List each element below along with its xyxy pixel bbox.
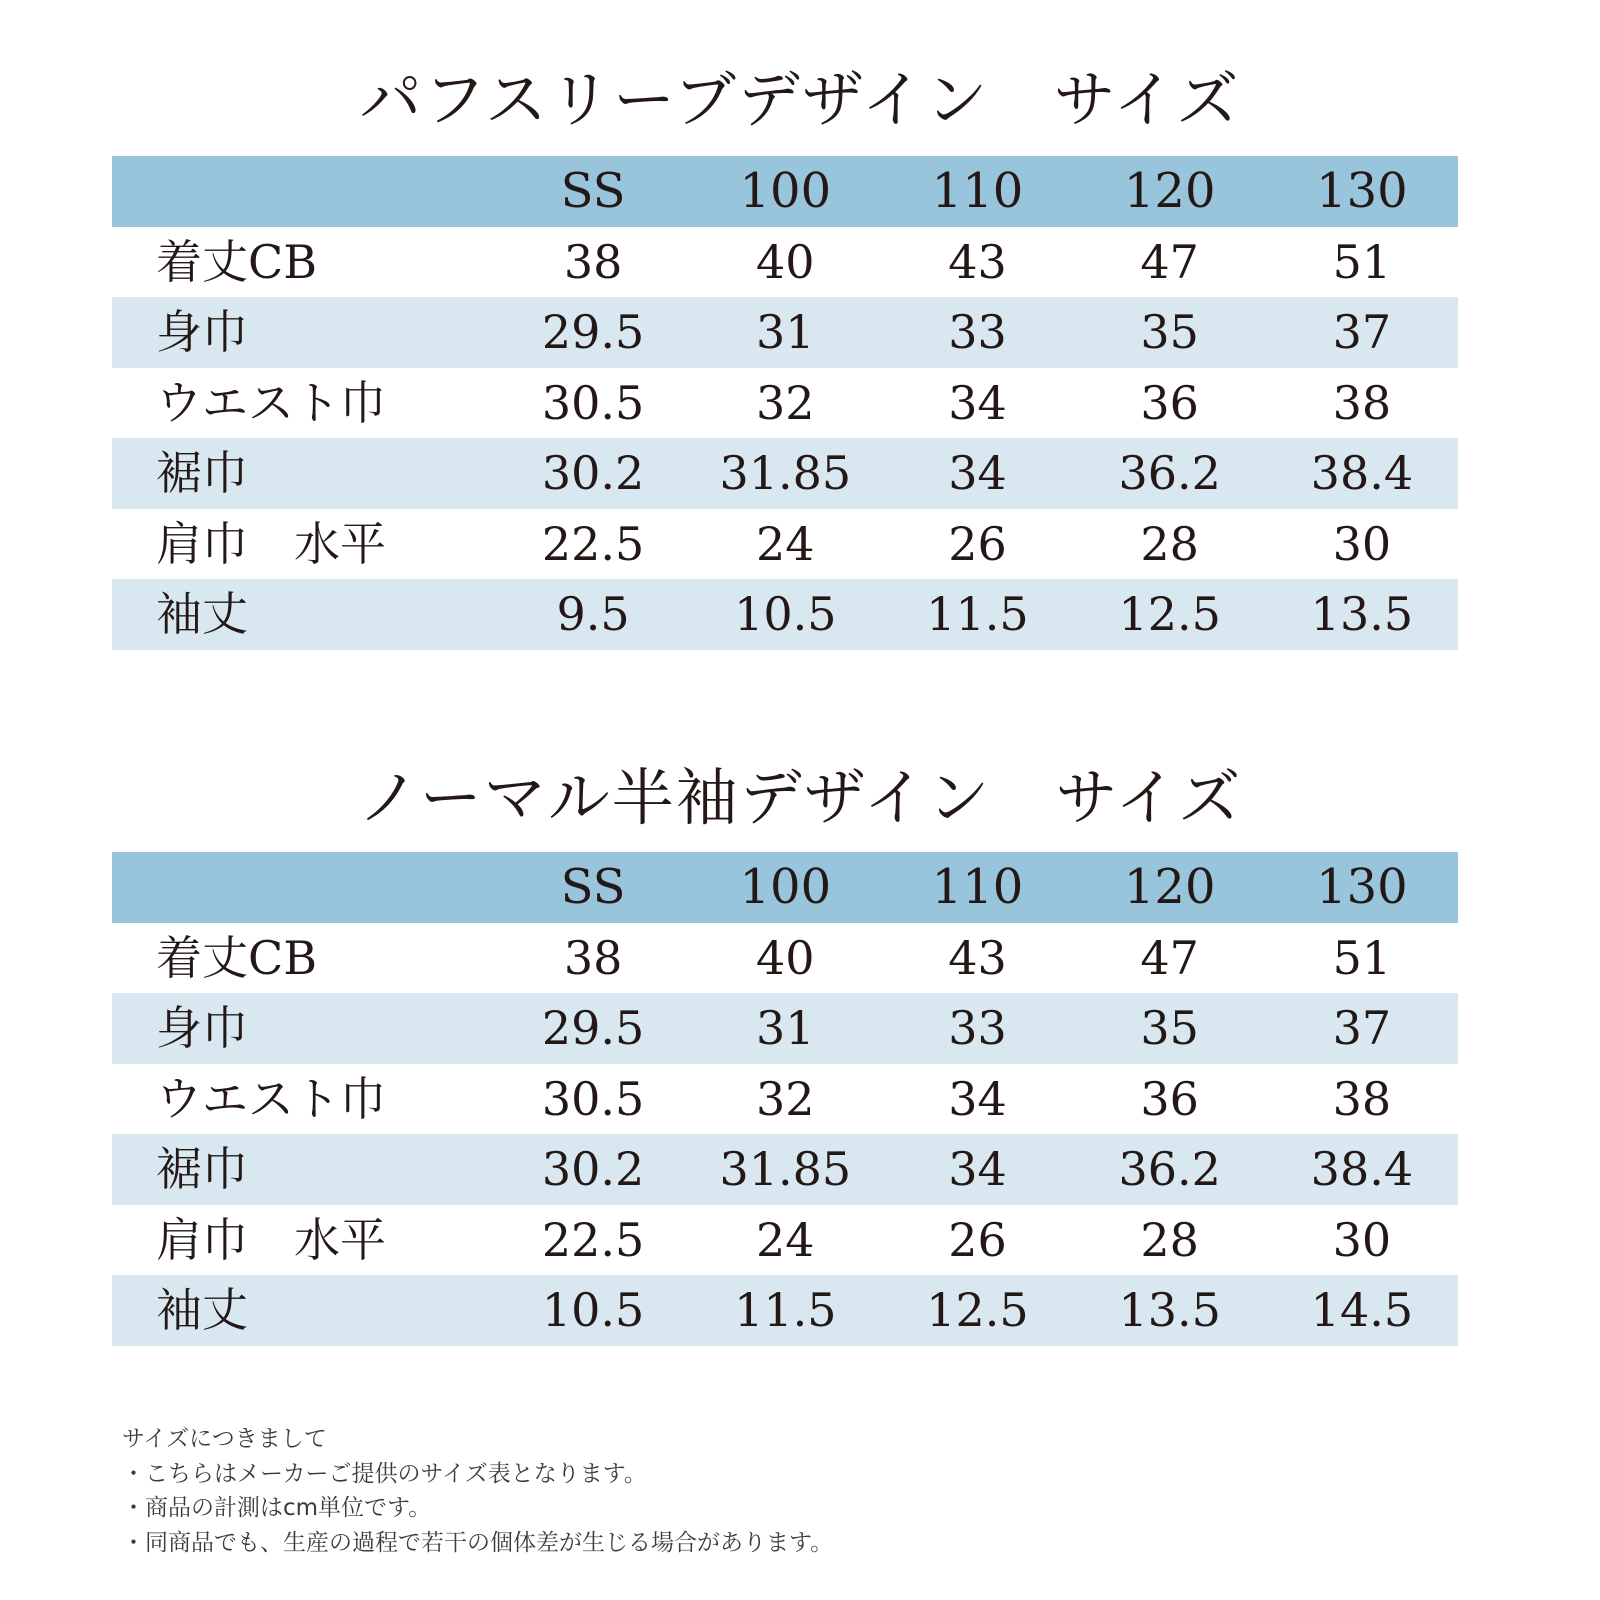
measurement-label: ウエスト巾 xyxy=(156,1071,386,1126)
measurement-value: 28 xyxy=(1140,1212,1199,1267)
table-row xyxy=(112,509,1458,580)
measurement-label: 裾巾 xyxy=(156,1142,248,1197)
measurement-value: 40 xyxy=(756,234,815,289)
measurement-value: 47 xyxy=(1140,930,1199,985)
size-header: 130 xyxy=(1316,859,1408,916)
measurement-value: 38.4 xyxy=(1310,1142,1414,1197)
measurement-value: 43 xyxy=(948,930,1007,985)
measurement-value: 28 xyxy=(1140,516,1199,571)
size-header: 120 xyxy=(1123,163,1216,220)
measurement-value: 38 xyxy=(1332,375,1392,430)
measurement-value: 34 xyxy=(948,446,1007,501)
measurement-value: 33 xyxy=(948,305,1007,360)
puff-sleeve-size-table xyxy=(112,156,1458,650)
measurement-value: 38.4 xyxy=(1310,446,1414,501)
measurement-label: 裾巾 xyxy=(156,446,248,501)
measurement-value: 31 xyxy=(756,305,815,360)
measurement-value: 30 xyxy=(1332,516,1392,571)
size-notes xyxy=(122,1422,1522,1560)
measurement-value: 11.5 xyxy=(926,587,1029,642)
size-header: 110 xyxy=(931,859,1024,916)
size-header: 120 xyxy=(1123,859,1216,916)
normal-short-sleeve-size-table xyxy=(112,852,1458,1346)
table-row xyxy=(112,297,1458,368)
table-row xyxy=(112,579,1458,650)
measurement-value: 10.5 xyxy=(734,587,837,642)
measurement-value: 14.5 xyxy=(1310,1283,1414,1338)
measurement-value: 24 xyxy=(756,1212,815,1267)
table-row xyxy=(112,923,1458,994)
measurement-value: 32 xyxy=(756,1071,815,1126)
measurement-label: 着丈CB xyxy=(156,930,317,985)
measurement-value: 10.5 xyxy=(541,1283,645,1338)
measurement-value: 35 xyxy=(1140,305,1199,360)
measurement-value: 36.2 xyxy=(1118,1142,1221,1197)
measurement-label: 肩巾 水平 xyxy=(156,516,386,571)
measurement-value: 43 xyxy=(948,234,1007,289)
measurement-value: 47 xyxy=(1140,234,1199,289)
size-header: SS xyxy=(560,163,626,220)
measurement-value: 11.5 xyxy=(734,1283,837,1338)
table-row xyxy=(112,993,1458,1064)
measurement-value: 30.5 xyxy=(541,1071,645,1126)
measurement-value: 24 xyxy=(756,516,815,571)
table-row xyxy=(112,1275,1458,1346)
measurement-label: 袖丈 xyxy=(156,1283,248,1338)
measurement-value: 13.5 xyxy=(1310,587,1414,642)
header-corner-cell xyxy=(112,852,497,923)
measurement-value: 9.5 xyxy=(556,587,630,642)
measurement-value: 34 xyxy=(948,375,1007,430)
size-header: 100 xyxy=(739,163,832,220)
note-item: ・同商品でも、生産の過程で若干の個体差が生じる場合があります。 xyxy=(122,1529,834,1556)
puff-sleeve-size-title: パフスリーブデザイン サイズ xyxy=(359,63,1241,136)
header-row xyxy=(112,156,1458,227)
measurement-label: 袖丈 xyxy=(156,587,248,642)
measurement-value: 26 xyxy=(948,516,1007,571)
measurement-value: 29.5 xyxy=(541,1001,645,1056)
normal-short-sleeve-size-title: ノーマル半袖デザイン サイズ xyxy=(357,761,1243,834)
size-header: 130 xyxy=(1316,163,1408,220)
measurement-value: 51 xyxy=(1332,930,1392,985)
size-header: SS xyxy=(560,859,626,916)
table-row xyxy=(112,227,1458,298)
measurement-value: 32 xyxy=(756,375,815,430)
measurement-value: 22.5 xyxy=(541,516,645,571)
measurement-value: 34 xyxy=(948,1071,1007,1126)
table-row xyxy=(112,438,1458,509)
notes-heading: サイズにつきまして xyxy=(122,1426,327,1452)
measurement-value: 26 xyxy=(948,1212,1007,1267)
measurement-label: 着丈CB xyxy=(156,234,317,289)
measurement-value: 36 xyxy=(1140,375,1199,430)
measurement-value: 13.5 xyxy=(1118,1283,1221,1338)
size-header: 100 xyxy=(739,859,832,916)
measurement-value: 30 xyxy=(1332,1212,1392,1267)
measurement-value: 38 xyxy=(1332,1071,1392,1126)
table-row xyxy=(112,1064,1458,1135)
header-corner-cell xyxy=(112,156,497,227)
measurement-value: 36.2 xyxy=(1118,446,1221,501)
measurement-value: 37 xyxy=(1332,1001,1392,1056)
measurement-value: 30.5 xyxy=(541,375,645,430)
measurement-value: 31.85 xyxy=(719,1142,852,1197)
measurement-value: 40 xyxy=(756,930,815,985)
measurement-value: 22.5 xyxy=(541,1212,645,1267)
note-item: ・商品の計測はcm単位です。 xyxy=(122,1495,432,1521)
table-row xyxy=(112,368,1458,439)
table-row xyxy=(112,1134,1458,1205)
measurement-value: 37 xyxy=(1332,305,1392,360)
measurement-value: 29.5 xyxy=(541,305,645,360)
measurement-value: 38 xyxy=(563,234,623,289)
measurement-value: 33 xyxy=(948,1001,1007,1056)
measurement-value: 12.5 xyxy=(1118,587,1221,642)
measurement-label: 身巾 xyxy=(156,1001,248,1056)
measurement-label: 肩巾 水平 xyxy=(156,1212,386,1267)
measurement-value: 51 xyxy=(1332,234,1392,289)
measurement-value: 36 xyxy=(1140,1071,1199,1126)
measurement-label: ウエスト巾 xyxy=(156,375,386,430)
measurement-value: 34 xyxy=(948,1142,1007,1197)
size-header: 110 xyxy=(931,163,1024,220)
measurement-label: 身巾 xyxy=(156,305,248,360)
measurement-value: 31 xyxy=(756,1001,815,1056)
measurement-value: 30.2 xyxy=(541,446,645,501)
header-row xyxy=(112,852,1458,923)
measurement-value: 30.2 xyxy=(541,1142,645,1197)
table-row xyxy=(112,1205,1458,1276)
measurement-value: 38 xyxy=(563,930,623,985)
measurement-value: 35 xyxy=(1140,1001,1199,1056)
measurement-value: 31.85 xyxy=(719,446,852,501)
note-item: ・こちらはメーカーご提供のサイズ表となります。 xyxy=(122,1460,647,1487)
measurement-value: 12.5 xyxy=(926,1283,1029,1338)
